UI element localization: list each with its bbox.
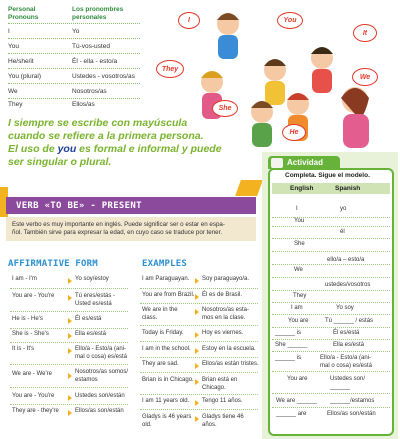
activity-es: Ello/a - Esto/a (ani- mal o cosa) es/está: [320, 355, 373, 369]
divider: [10, 342, 128, 343]
examples-title: EXAMPLES: [142, 259, 187, 269]
divider: [140, 394, 258, 395]
pronoun-row-1: I: [8, 28, 10, 35]
divider: [272, 302, 390, 303]
divider: [10, 328, 128, 329]
affirmative-es: Ello/a - Esto/a (ani- mal o cosa) es/está: [75, 346, 128, 360]
arrow-icon: [195, 348, 199, 354]
col-english: English: [290, 185, 314, 192]
divider: [272, 327, 390, 328]
activity-es: ______/estamos: [330, 398, 375, 404]
divider: [8, 83, 140, 84]
divider: [140, 325, 258, 326]
activity-es: ello/a – esto/a: [327, 257, 365, 263]
divider: [272, 264, 390, 265]
activity-en: They: [293, 293, 307, 299]
activity-en: We are ______: [276, 398, 317, 404]
divider: [140, 303, 258, 304]
activity-en: ______ is: [275, 355, 302, 361]
affirmative-en: She is - She's: [12, 331, 49, 337]
example-en: I am in the school.: [142, 346, 191, 352]
pronoun-row-3: He/she/it: [8, 58, 34, 65]
example-en: Brian is in Chicago.: [142, 377, 194, 383]
activity-en: I: [296, 206, 298, 212]
bubble-we: We: [352, 68, 378, 86]
affirmative-en: It is - It's: [12, 346, 35, 352]
pronoun-row-4-es: Ustedes - vosotros/as: [72, 73, 135, 80]
col-spanish: Spanish: [335, 185, 361, 192]
divider: [10, 364, 128, 365]
divider: [8, 53, 140, 54]
divider: [272, 226, 390, 227]
divider: [272, 277, 390, 278]
example-en: We are in the class.: [142, 307, 178, 321]
example-es: Ellos/as están tristes.: [202, 361, 259, 367]
divider: [140, 341, 258, 342]
activity-en: You are: [288, 318, 309, 324]
bubble-it: It: [353, 24, 377, 42]
affirmative-es: Yo soy/estoy: [75, 276, 109, 282]
example-es: Gladys tiene 46 años.: [202, 414, 244, 428]
banner-accent: [235, 180, 263, 196]
pronoun-row-5-es: Nosotros/as: [72, 88, 107, 95]
affirmative-es: Ustedes son/están: [75, 393, 125, 399]
pronoun-row-4: You (plural): [8, 73, 42, 80]
divider: [272, 251, 390, 252]
pronoun-row-6-es: Ellos/as: [72, 101, 95, 108]
pronoun-row-1-es: Yo: [72, 28, 80, 35]
affirmative-en: We are - We're: [12, 371, 52, 377]
activity-en: ______ are: [276, 411, 307, 417]
affirmative-es: Él es/está: [75, 316, 102, 322]
arrow-icon: [68, 278, 72, 284]
divider: [8, 98, 140, 99]
activity-es: Él es/está: [333, 330, 360, 336]
arrow-icon: [195, 379, 199, 385]
divider: [272, 314, 390, 315]
divider: [10, 288, 128, 289]
affirmative-es: Ellos/as son/están: [75, 408, 124, 414]
arrow-icon: [195, 309, 199, 315]
divider: [272, 238, 390, 239]
affirmative-en: They are - they're: [12, 408, 59, 414]
arrow-icon: [195, 332, 199, 338]
divider: [10, 311, 128, 312]
activity-en: We: [294, 267, 303, 273]
activity-es: ustedes/vosotros: [325, 282, 371, 288]
arrow-icon: [68, 395, 72, 401]
verb-info: Este verbo es muy importante en inglés. Puede significar ser o estar en espa- ñol. También sirve para expresar la edad, en cuyo caso se traduce por tener.: [6, 217, 256, 241]
affirmative-en: I am - I'm: [12, 276, 37, 282]
activity-es: él: [340, 229, 345, 235]
arrow-icon: [195, 400, 199, 406]
example-es: Estoy en la escuela.: [202, 346, 256, 352]
activity-en: She: [294, 241, 305, 247]
example-en: I am Paraguayan.: [142, 276, 190, 282]
pronoun-row-5: We: [8, 88, 18, 95]
divider: [272, 290, 390, 291]
notebook-icon: [271, 158, 283, 168]
pronoun-row-6: They: [8, 101, 23, 108]
activity-en: You are: [287, 376, 308, 382]
bubble-i: I: [178, 12, 200, 29]
divider: [272, 371, 390, 372]
arrow-icon: [195, 416, 199, 422]
verb-title: VERB «TO BE» - PRESENT: [6, 197, 256, 214]
affirmative-es: Tú eres/estás - Usted es/está: [75, 293, 116, 307]
note: I siempre se escribe con mayúscula cuando se refiere a la primera persona. El uso de you es formal e informal y puede ser singular o plural.: [8, 117, 222, 168]
arrow-icon: [68, 295, 72, 301]
example-en: They are sad.: [142, 361, 179, 367]
example-en: Gladys is 46 years old.: [142, 414, 192, 428]
activity-instruction: Completa. Sigue el modelo.: [285, 172, 370, 179]
divider: [140, 288, 258, 289]
activity-es: Tú ______ / estás: [325, 318, 374, 324]
arrow-icon: [195, 278, 199, 284]
activity-es: Ellos/as son/están: [327, 411, 376, 417]
bubble-you: You: [277, 12, 303, 29]
example-es: Hoy es viernes.: [202, 330, 244, 336]
activity-es: Yo soy: [336, 305, 354, 311]
pronouns-header-es: Los pronombres personales: [72, 6, 124, 21]
divider: [272, 339, 390, 340]
arrow-icon: [68, 410, 72, 416]
activity-es: Ella es/está: [333, 342, 365, 348]
divider: [140, 372, 258, 373]
activity-en: You: [294, 218, 305, 224]
divider: [8, 68, 140, 69]
activity-es: Ustedes son/ ______: [330, 376, 366, 390]
affirmative-en: You are - You're: [12, 293, 55, 299]
bubble-she: She: [212, 100, 238, 117]
example-es: Soy paraguayo/a.: [202, 276, 250, 282]
example-en: Today is Friday.: [142, 330, 184, 336]
pronoun-row-3-es: Él - ella - esto/a: [72, 58, 118, 65]
affirmative-es: Nosotros/as somos/ estamos: [75, 369, 129, 383]
example-es: Tengo 11 años.: [202, 398, 243, 404]
activity-en: She ______: [275, 342, 308, 348]
example-es: Él es de Brasil.: [202, 292, 243, 298]
example-en: I am 11 years old.: [142, 398, 190, 404]
divider: [10, 404, 128, 405]
divider: [140, 357, 258, 358]
divider: [272, 217, 390, 218]
activity-en: ______ is: [275, 330, 302, 336]
divider: [8, 38, 140, 39]
example-es: Nosotros/as esta- mos en la clase.: [202, 307, 250, 321]
pronoun-row-2-es: Tú-vos-usted: [72, 43, 110, 50]
arrow-icon: [68, 348, 72, 354]
arrow-icon: [68, 318, 72, 324]
example-es: Brian está en Chicago.: [202, 377, 238, 391]
example-en: You are from Brazil.: [142, 292, 195, 298]
bubble-he: He: [282, 124, 306, 141]
affirmative-es: Ella es/está: [75, 331, 107, 337]
arrow-icon: [195, 294, 199, 300]
pronouns-header-en: Personal Pronouns: [8, 6, 39, 21]
pronoun-row-2: You: [8, 43, 19, 50]
activity-tab: Actividad: [268, 156, 340, 169]
divider: [272, 393, 390, 394]
divider: [10, 387, 128, 388]
divider: [272, 351, 390, 352]
arrow-icon: [68, 333, 72, 339]
affirmative-title: AFFIRMATIVE FORM: [8, 259, 98, 269]
arrow-icon: [68, 373, 72, 379]
activity-es: yo: [340, 206, 347, 212]
affirmative-en: He is - He's: [12, 316, 43, 322]
divider: [272, 407, 390, 408]
affirmative-en: You are - You're: [12, 393, 55, 399]
arrow-icon: [195, 363, 199, 369]
divider: [140, 409, 258, 410]
bubble-they: They: [156, 60, 184, 78]
activity-en: I am: [291, 305, 303, 311]
divider: [8, 23, 140, 24]
